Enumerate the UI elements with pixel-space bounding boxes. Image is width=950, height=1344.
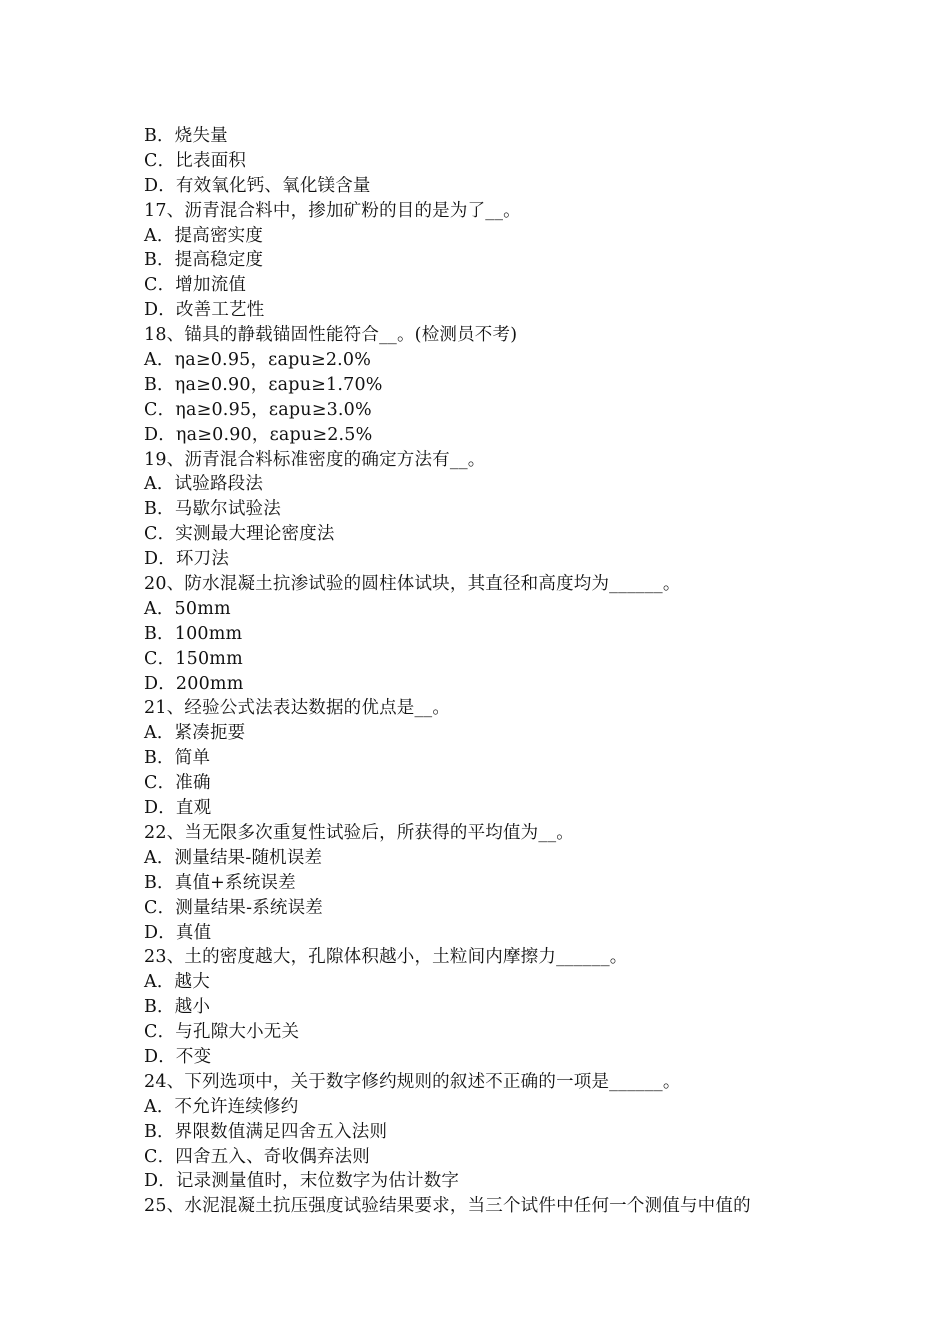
option-line: B．越小	[144, 997, 211, 1018]
option-line: D．直观	[144, 798, 212, 819]
option-line: C．与孔隙大小无关	[144, 1022, 300, 1043]
option-line: C．ηa≥0.95，εapu≥3.0%	[144, 399, 372, 420]
option-line: B．界限数值满足四舍五入法则	[144, 1121, 388, 1142]
question-line: 21、经验公式法表达数据的优点是__。	[144, 698, 451, 719]
option-line: B．100mm	[144, 623, 243, 644]
question-line: 18、锚具的静载锚固性能符合__。(检测员不考)	[144, 325, 518, 346]
option-line: C．150mm	[144, 648, 243, 669]
question-line: 22、当无限多次重复性试验后，所获得的平均值为__。	[144, 822, 574, 843]
question-line: 17、沥青混合料中，掺加矿粉的目的是为了__。	[144, 200, 521, 221]
question-line: 24、下列选项中，关于数字修约规则的叙述不正确的一项是______。	[144, 1071, 681, 1092]
option-line: A．ηa≥0.95，εapu≥2.0%	[144, 350, 372, 371]
option-line: C．增加流值	[144, 275, 247, 296]
option-line: C．比表面积	[144, 150, 247, 171]
option-line: A．提高密实度	[144, 225, 264, 246]
option-line: A．不允许连续修约	[144, 1096, 299, 1117]
option-line: D．不变	[144, 1046, 212, 1067]
question-line: 19、沥青混合料标准密度的确定方法有__。	[144, 449, 486, 470]
question-list	[144, 124, 824, 1219]
option-line: D．真值	[144, 922, 212, 943]
question-line: 25、水泥混凝土抗压强度试验结果要求，当三个试件中任何一个测值与中值的	[144, 1196, 751, 1217]
question-line: 23、土的密度越大，孔隙体积越小，土粒间内摩擦力______。	[144, 947, 628, 968]
option-line: B．马歇尔试验法	[144, 499, 281, 520]
option-line: D．记录测量值时，末位数字为估计数字	[144, 1171, 460, 1192]
option-line: B．提高稳定度	[144, 250, 264, 271]
option-line: A．紧凑扼要	[144, 723, 246, 744]
option-line: C．四舍五入、奇收偶弃法则	[144, 1146, 370, 1167]
option-line: D．环刀法	[144, 549, 230, 570]
option-line: D．200mm	[144, 673, 244, 694]
option-line: D．有效氧化钙、氧化镁含量	[144, 175, 371, 196]
option-line: A．50mm	[144, 598, 231, 619]
option-line: C．实测最大理论密度法	[144, 524, 335, 545]
option-line: A．试验路段法	[144, 474, 264, 495]
option-line: D．ηa≥0.90，εapu≥2.5%	[144, 424, 373, 445]
option-line: B．简单	[144, 748, 211, 769]
option-line: A．越大	[144, 972, 210, 993]
option-line: A．测量结果-随机误差	[144, 847, 323, 868]
option-line: B．烧失量	[144, 126, 228, 146]
option-line: B．真值+系统误差	[144, 872, 296, 893]
option-line: C．测量结果-系统误差	[144, 897, 324, 918]
question-line: 20、防水混凝土抗渗试验的圆柱体试块，其直径和高度均为______。	[144, 574, 681, 595]
option-line: C．准确	[144, 773, 211, 794]
option-line: B．ηa≥0.90，εapu≥1.70%	[144, 374, 383, 395]
option-line: D．改善工艺性	[144, 300, 265, 321]
